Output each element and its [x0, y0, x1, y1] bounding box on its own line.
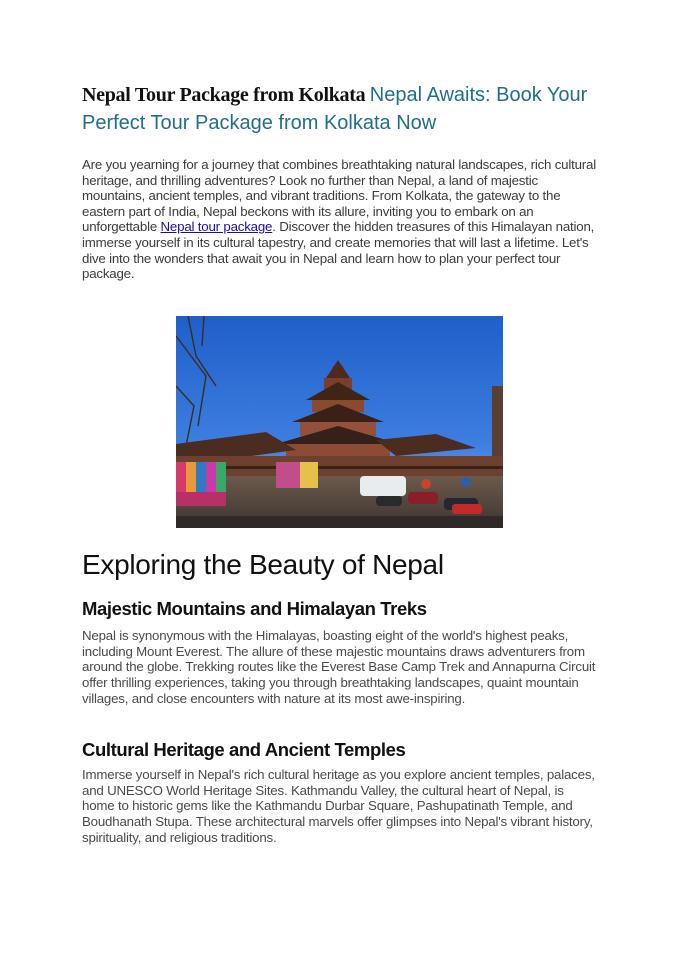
title-serif-part: Nepal Tour Package from Kolkata	[82, 84, 366, 106]
intro-paragraph	[82, 157, 600, 282]
section-heading: Exploring the Beauty of Nepal	[82, 549, 444, 580]
white-car	[360, 476, 406, 496]
intro-text-before-link: Are you yearning for a journey that combines breathtaking natural landscapes, rich cultural heritage, and thrilling adventures? Look no further than Nepal, a land of majestic mountains, ancient temples, and vibrant traditions. From Kolkata, the gateway to the eastern part of India, Nepal beckons with its allure, inviting you to embark on an unforgettable	[82, 157, 596, 235]
nepal-tour-package-link[interactable]: Nepal tour package	[160, 219, 273, 235]
subsection-body-heritage: Immerse yourself in Nepal's rich cultural heritage as you explore ancient temples, palaces, and UNESCO World Heritage Sites. Kathmandu Valley, the cultural heart of Nepal, is home to historic gems like the Kathmandu Durbar Square, Pashupatinath Temple, and Boudhanath Stupa. These architectural marvels offer glimpses into Nepal's vibrant history, spirituality, and religious traditions.	[82, 767, 595, 845]
subsection-heading-heritage: Cultural Heritage and Ancient Temples	[82, 739, 406, 760]
document-title	[82, 82, 602, 138]
temple-photo	[176, 316, 503, 528]
temple-photo-illustration	[176, 316, 503, 528]
title-colored-part: Nepal Awaits: Book Your Perfect Tour Package from Kolkata Now	[82, 84, 588, 134]
intro-text-after-link: . Discover the hidden treasures of this Himalayan nation, immerse yourself in its cultural tapestry, and create memories that will last a lifetime. Let's dive into the wonders that await you in Nepal and learn how to plan your perfect tour package.	[82, 219, 595, 282]
subsection-body-mountains: Nepal is synonymous with the Himalayas, boasting eight of the world's highest peaks, including Mount Everest. The allure of these majestic mountains draws adventurers from around the globe. Trekking routes like the Everest Base Camp Trek and Annapurna Circuit offer thrilling experiences, taking you through breathtaking landscapes, quaint mountain villages, and close encounters with nature at its most awe-inspiring.	[82, 628, 596, 706]
subsection-heading-mountains: Majestic Mountains and Himalayan Treks	[82, 598, 427, 619]
